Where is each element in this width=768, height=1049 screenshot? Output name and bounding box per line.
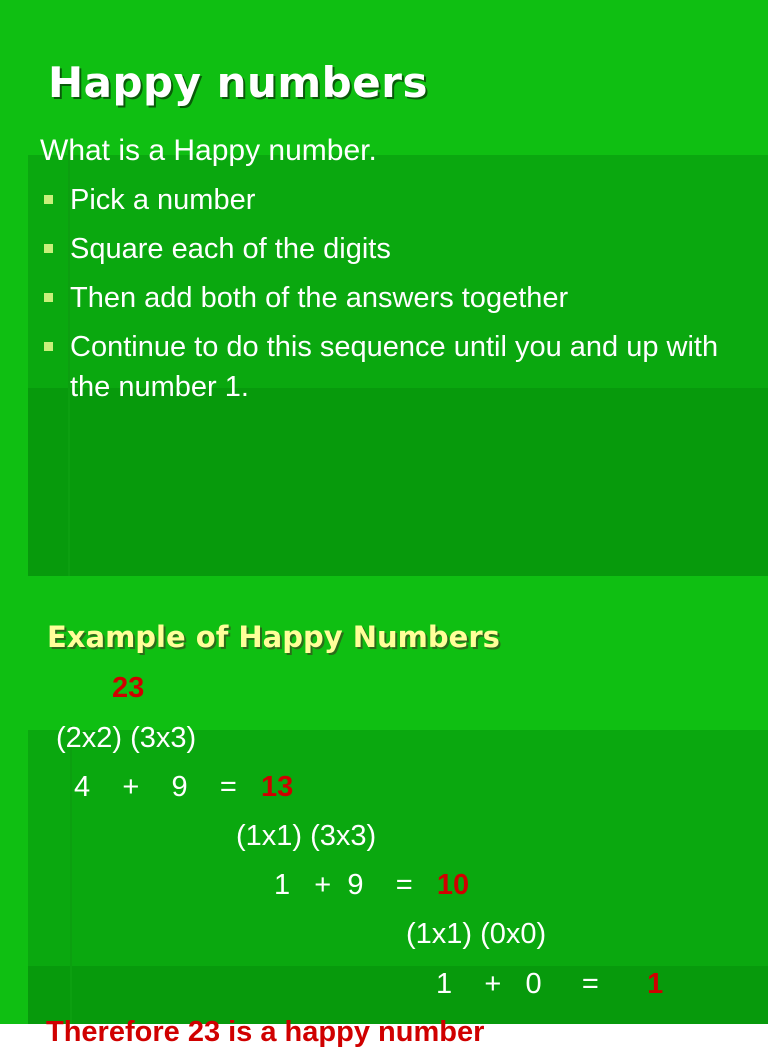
bullet-text: Square each of the digits	[70, 233, 391, 265]
bullet-square-icon	[44, 244, 53, 253]
squares-step-1: (2x2) (3x3)	[56, 722, 197, 754]
bullet-text: Continue to do this sequence until you and up with the number 1.	[70, 331, 719, 403]
squares-step-3: (1x1) (0x0)	[406, 918, 547, 950]
sum-line-2	[274, 869, 469, 902]
bullet-item	[40, 229, 740, 269]
sum-result: 13	[261, 771, 294, 803]
background-panel-lower	[28, 388, 768, 576]
slide-example	[0, 576, 768, 1048]
squares-step-2: (1x1) (3x3)	[236, 820, 377, 852]
sum-expression: 1 + 9 =	[274, 869, 437, 901]
bullet-item	[40, 327, 740, 407]
example-title: Example of Happy Numbers	[47, 620, 500, 654]
decorative-line	[70, 726, 72, 1024]
sum-result: 10	[436, 869, 470, 901]
slide-title: Happy numbers	[48, 58, 428, 107]
sum-line-1	[74, 771, 293, 804]
bullet-text: Pick a number	[70, 184, 256, 216]
sum-line-3	[436, 968, 663, 1001]
start-number: 23	[112, 672, 145, 704]
bullet-square-icon	[44, 293, 53, 302]
bullet-square-icon	[44, 342, 53, 351]
bullet-item	[40, 180, 740, 220]
sum-expression: 4 + 9 =	[74, 771, 261, 803]
sum-result: 1	[647, 968, 664, 1000]
sum-expression: 1 + 0 =	[436, 968, 648, 1000]
conclusion-text: Therefore 23 is a happy number	[46, 1016, 485, 1048]
bullet-square-icon	[44, 195, 53, 204]
bullet-item	[40, 278, 740, 318]
bullet-text: Then add both of the answers together	[70, 282, 569, 314]
intro-text: What is a Happy number.	[40, 134, 377, 167]
bullet-list	[40, 180, 740, 416]
